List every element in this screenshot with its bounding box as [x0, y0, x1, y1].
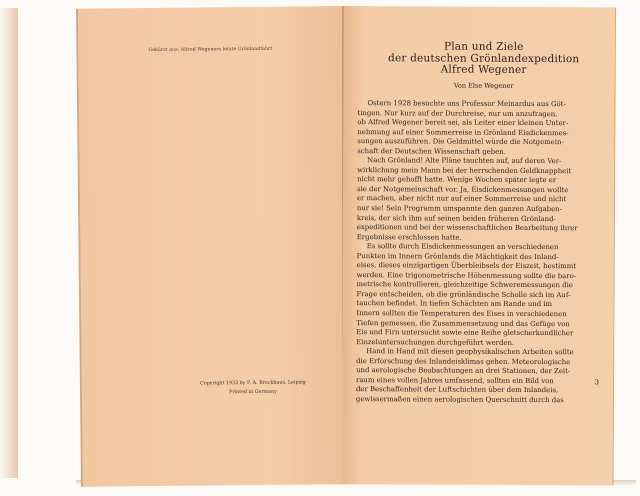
page-number: 3 [594, 378, 600, 387]
chapter-title-line-3: Alfred Wegener [440, 63, 527, 76]
table-background [0, 8, 18, 478]
text-line: raum eines vollen Jahres umfassend, sollten ein Bild von [356, 375, 554, 385]
chapter-title-line-1: Plan und Ziele [443, 40, 524, 53]
text-line: Es sollte durch Eisdickenmessungen an verschiedenen [366, 242, 559, 252]
open-book [58, 6, 626, 484]
text-line: Punkten im Innern Grönlands die Mächtigkeit des Inland- [356, 251, 559, 261]
right-page [341, 6, 615, 485]
text-line: schaft der Deutschen Wissenschaft geben. [357, 146, 506, 156]
text-line: sungen auszuführen. Die Geldmittel würde die Notgemein- [357, 137, 564, 147]
text-line: die Erforschung des Inlandeisklimas gehen. Meteorologische [356, 356, 571, 366]
text-line: nicht mehr gehofft hatte. Wenige Wochen später legte er [357, 175, 557, 185]
text-line: werden. Eine trigonometrische Höhenmessung sollte die baro- [356, 270, 577, 281]
text-line: metrische kontrollieren, gleichzeitige Schweremessungen die [356, 280, 573, 290]
text-line: nehmung auf einer Sommerreise in Grönland Eisdickenmes- [357, 127, 569, 137]
text-line: tingen. Nur kurz auf der Durchreise, nur um anzufragen, [357, 108, 558, 118]
author-byline: Von Else Wegener [453, 81, 514, 90]
text-line: Hand in Hand mit diesen geophysikalischen Arbeiten sollte [366, 347, 574, 357]
chapter-title-line-2: der deutschen Grönlandexpedition [388, 51, 580, 65]
text-line: eises, dieses einzigartigen Überbleibsels der Eiszeit, bestimmt [356, 261, 577, 271]
left-page-header-note: Gekürzt aus: Alfred Wegeners letzte Grönlandfahrt [148, 46, 273, 54]
text-line: nur sie! Sein Programm umspannte den ganzen Aufgaben- [356, 204, 562, 214]
text-line: tauchen befindet. In tiefen Schächten am Rande und im [356, 299, 553, 309]
text-line: expeditionen und bei der wissenschaftlichen Bearbeitung ihrer [356, 223, 578, 233]
body-text [356, 99, 598, 406]
printed-in-line: Printed in Germany [229, 389, 277, 396]
text-line: und aerologische Beobachtungen an drei Stationen, der Zeit- [356, 366, 571, 376]
text-line: wirklichung mein Mann bei der herrschenden Geldknappheit [357, 165, 572, 176]
text-line: Tiefen gemessen, die Zusammensetzung und das Gefüge von [356, 318, 570, 328]
text-line: Ostern 1928 besuchte uns Professor Meinardus aus Göt- [367, 99, 566, 109]
text-line: er machen, aber nicht nur auf einer Sommerreise und nicht [356, 194, 567, 204]
text-line: Eis und Firn untersucht sowie eine Reihe gletscherkundlicher [356, 328, 574, 338]
text-line: ob Alfred Wegener bereit sei, als Leiter einer kleinen Unter- [357, 118, 569, 128]
text-line: kreis, der sich ihm auf seinen beiden früheren Grönland- [356, 213, 556, 223]
text-line: der Beschaffenheit der Luftschichten über dem Inlandeis, [355, 385, 559, 395]
copyright-notice [178, 378, 328, 398]
text-line: gewissermaßen einen aerologischen Querschnitt durch das [355, 395, 564, 405]
text-line: Frage entscheiden, ob die grönländische Scholle sich im Auf- [356, 290, 571, 300]
text-line: sie der Notgemeinschaft vor. Ja, Eisdickenmessungen wollte [357, 184, 569, 195]
chapter-title-block [374, 41, 594, 90]
text-line: Ergebnisse erschlossen hatte. [356, 232, 462, 242]
copyright-line: Copyright 1932 by F. A. Brockhaus, Leipzig [200, 380, 306, 387]
text-line: Innern sollten die Temperaturen des Eises in verschiedenen [356, 309, 567, 319]
text-line: Nach Grönland! Alte Pläne tauchten auf, auf deren Ver- [367, 156, 562, 166]
left-page [76, 6, 349, 487]
text-line: Einzeluntersuchungen durchgeführt werden. [356, 337, 515, 347]
